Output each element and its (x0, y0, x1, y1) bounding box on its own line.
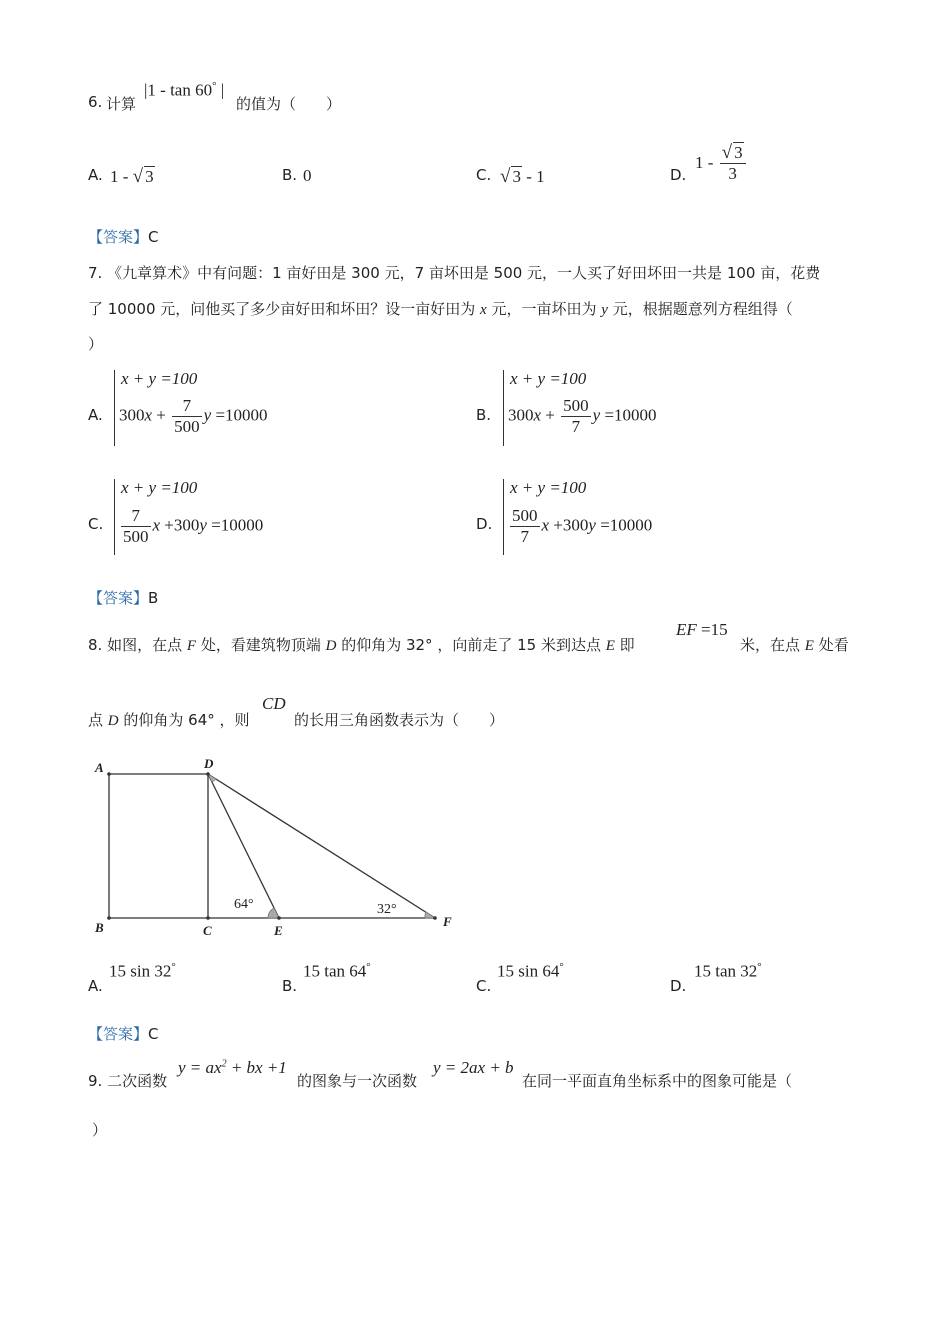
q7-option-d-label: D. (476, 515, 493, 533)
q7-answer: 【答案】B (88, 589, 159, 607)
q7-option-a-label: A. (88, 406, 103, 424)
q7-option-c-eq2: $\frac{7}{500}$ x +300y =10000 (123, 506, 264, 546)
q7-option-c-eq1: x + y =100 (121, 478, 198, 497)
q7-option-a-eq2: 300x + $\frac{7}{500}$ y =10000 (119, 396, 268, 436)
q8-figure (85, 752, 465, 942)
q7-option-b-eq1: x + y =100 (510, 369, 587, 388)
label-e: E (274, 923, 283, 938)
q8-option-a: 15 sin 32° (109, 961, 176, 981)
q8-line2: 点 D 的仰角为 64° ，则 (88, 711, 250, 729)
q7-option-b-eq2: 300x + $\frac{500}{7}$ y =10000 (508, 396, 657, 436)
q9-line2: ） (92, 1121, 108, 1139)
q7-option-d-eq1: x + y =100 (510, 478, 587, 497)
q6-option-c-label: C. (476, 166, 492, 184)
q7-option-b-label: B. (476, 406, 492, 424)
q6-answer: 【答案】C (88, 228, 159, 246)
q8-option-b: 15 tan 64° (303, 961, 371, 981)
q6-option-a-label: A. (88, 166, 103, 184)
label-f: F (443, 914, 452, 929)
q9-quadratic: $y = ax^2$ + bx +1 (178, 1058, 287, 1077)
label-c: C (203, 923, 212, 938)
q9-linear: y = 2ax + b (433, 1058, 514, 1077)
q6-prefix: 计算 (106, 95, 137, 113)
q6-option-b: 0 (303, 166, 312, 185)
q6-expression: |1 - tan 60° | (144, 80, 225, 100)
q7-option-b-brace (503, 370, 504, 446)
q6-suffix: 的值为（ ） (236, 95, 342, 113)
q7-option-a-brace (114, 370, 115, 446)
q8-option-a-label: A. (88, 977, 103, 995)
q9-line1-start: 9. 二次函数 (88, 1072, 168, 1090)
q7-option-c-brace (114, 479, 115, 555)
q8-option-c-label: C. (476, 977, 492, 995)
q8-option-d: 15 tan 32° (694, 961, 762, 981)
q9-suffix: 在同一平面直角坐标系中的图象可能是（ (522, 1072, 793, 1090)
label-b: B (95, 920, 104, 935)
q8-line2-end: 的长用三角函数表示为（ ） (294, 711, 505, 729)
q8-cd-expression: CD (262, 694, 286, 713)
q6-option-d: 1 - $\frac{√ 3}{3}$ (695, 142, 748, 184)
q6-option-d-label: D. (670, 166, 687, 184)
q8-option-c: 15 sin 64° (497, 961, 564, 981)
q7-option-c-label: C. (88, 515, 104, 533)
q8-option-d-label: D. (670, 977, 687, 995)
q7-line2: 了 10000 元，问他买了多少亩好田和坏田？设一亩好田为 x 元，一亩坏田为 y 元，根据题意列方程组得（ (88, 300, 793, 318)
q7-line1: 7. 《九章算术》中有问题：1 亩好田是 300 元，7 亩坏田是 500 元，一人买了好田坏田一共是 100 亩，花费 (88, 264, 821, 282)
angle-e-marker (268, 908, 279, 918)
q7-line3: ） (88, 335, 104, 353)
q6-option-c: √ 3 - 1 (500, 166, 545, 187)
label-a: A (95, 760, 104, 775)
q8-line1-end: 米，在点 E 处看 (740, 636, 849, 654)
q9-mid: 的图象与一次函数 (297, 1072, 418, 1090)
q6-number: 6. (88, 93, 103, 111)
angle-e-label: 64° (234, 897, 254, 912)
q8-ef-expression: EF =15 (676, 620, 728, 639)
q8-line1: 8. 如图，在点 F 处，看建筑物顶端 D 的仰角为 32° ，向前走了 15 米到达点 E 即 (88, 636, 635, 654)
q8-option-b-label: B. (282, 977, 298, 995)
q6-option-a: 1 - √ 3 (110, 166, 154, 187)
angle-f-label: 32° (377, 902, 397, 917)
q7-option-a-eq1: x + y =100 (121, 369, 198, 388)
label-d: D (204, 756, 214, 771)
q7-option-d-brace (503, 479, 504, 555)
q7-option-d-eq2: $\frac{500}{7}$ x +300y =10000 (512, 506, 653, 546)
q6-option-b-label: B. (282, 166, 298, 184)
q8-answer: 【答案】C (88, 1025, 159, 1043)
